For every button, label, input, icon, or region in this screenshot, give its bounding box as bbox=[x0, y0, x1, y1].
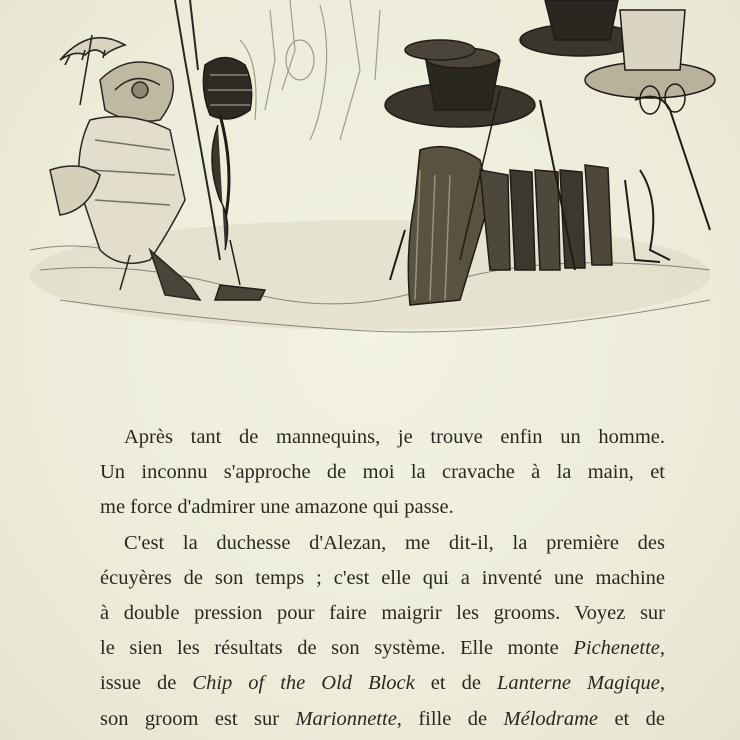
text-run: à double pression pour faire maigrir les grooms. Voyez sur bbox=[100, 602, 665, 625]
text-run: , bbox=[659, 637, 665, 660]
text-line bbox=[100, 561, 665, 596]
text-run: son groom est sur bbox=[100, 707, 296, 730]
text-line bbox=[100, 526, 665, 561]
italic-title: Chip of the Old Block bbox=[192, 672, 415, 695]
text-line bbox=[100, 702, 665, 737]
text-run: écuyères de son temps ; c'est elle qui a inventé une machine bbox=[100, 566, 665, 589]
text-run: , bbox=[659, 672, 665, 695]
text-run: le sien les résultats de son système. Elle monte bbox=[100, 637, 574, 660]
paragraph-1 bbox=[100, 420, 665, 526]
engraving-illustration bbox=[20, 0, 720, 350]
paragraph-2 bbox=[100, 526, 665, 737]
text-line bbox=[100, 596, 665, 631]
body-text bbox=[100, 420, 665, 737]
italic-title: Mélodrame bbox=[503, 707, 599, 730]
text-line: me force d'admirer une amazone qui passe. bbox=[100, 496, 454, 519]
text-line: Un inconnu s'approche de moi la cravache à la main, et bbox=[100, 461, 665, 484]
text-run: , fille de bbox=[396, 707, 504, 730]
text-line bbox=[100, 666, 665, 701]
italic-title: Lanterne Magique bbox=[496, 672, 660, 695]
text-line: Après tant de mannequins, je trouve enfin un homme. bbox=[124, 426, 665, 448]
text-run: C'est la duchesse d'Alezan, me dit-il, la première des bbox=[124, 531, 665, 554]
text-run: issue de bbox=[100, 672, 193, 695]
text-run: et de bbox=[414, 672, 497, 695]
italic-title: Pichenette bbox=[573, 637, 660, 660]
text-run: et de bbox=[598, 707, 665, 730]
text-line bbox=[100, 631, 665, 666]
italic-title: Marionnette bbox=[295, 707, 397, 730]
